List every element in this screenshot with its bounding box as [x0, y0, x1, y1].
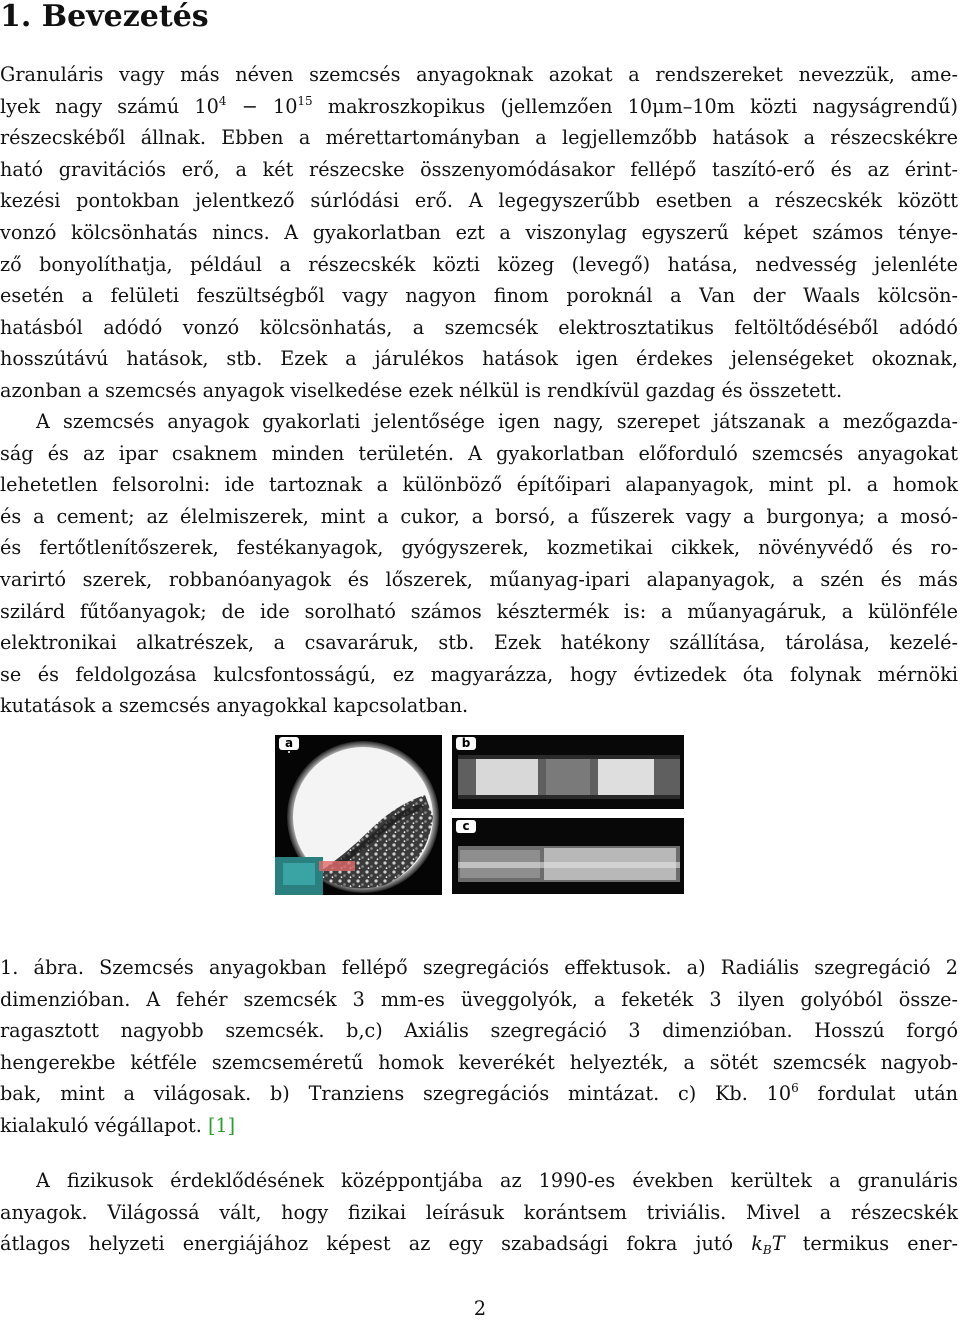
text-line: ző bonyolíthatja, például a részecskék közti közeg (levegő) hatása, nedvesség jelenléte [0, 252, 958, 276]
text-line: lyek nagy számú $10^4 - 10^{15}$ makroszkopikus (jellemzően 10μm–10m közti nagyságrendű) [0, 93, 958, 118]
text-line: átlagos helyzeti energiájához képest az egy szabadsági fokra jutó $k_BT$ termikus ener- [0, 1232, 959, 1258]
text-line: ság és az ipar csaknem minden területén. A gyakorlatban előforduló szemcsés anyagokat [0, 441, 958, 465]
text-line: lehetetlen felsorolni: ide tartoznak a különböző építőipari alapanyagok, mint pl. a homok [0, 473, 958, 497]
text-line: részecskéből állnak. Ebben a mérettartományban a legjellemzőbb hatások a részecskékre [0, 126, 958, 150]
text-line: elektronikai alkatrészek, a csavaráruk, stb. Ezek hatékony szállítása, tárolása, kezelé- [0, 631, 958, 655]
text-line: azonban a szemcsés anyagok viselkedése ezek nélkül is rendkívül gazdag és összetett. [0, 378, 843, 402]
section-heading [0, 0, 209, 34]
citation-link[interactable]: [1] [207, 1113, 236, 1137]
text-line: A fizikusok érdeklődésének középpontjába az 1990-es években kerültek a granuláris [36, 1169, 958, 1192]
physics-paragraph [0, 1165, 958, 1260]
radial-segregation-image [275, 735, 442, 895]
caption-line: ragasztott nagyobb szemcsék. b,c) Axiális szegregáció 3 dimenzióban. Hosszú forgó [0, 1019, 958, 1043]
text-line: se és feldolgozása kulcsfontosságú, ez magyarázza, hogy évtizedek óta folynak mérnöki [0, 662, 958, 686]
caption-line: 1. ábra. Szemcsés anyagokban fellépő szegregációs effektusok. a) Radiális szegregáció 2 [0, 956, 958, 979]
figure-caption [0, 952, 958, 1142]
page-number: 2 [473, 1297, 487, 1320]
text-line: és a cement; az élelmiszerek, mint a cukor, a borsó, a fűszerek vagy a burgonya; a mosó- [0, 504, 958, 528]
text-line: varirtó szerek, robbanóanyagok és lőszerek, műanyag-ipari alapanyagok, a szén és más [0, 567, 958, 591]
text-line: szilárd fűtőanyagok; de ide sorolható számos késztermék is: a műanyagáruk, a különféle [0, 599, 958, 623]
text-line: kutatások a szemcsés anyagokkal kapcsolatban. [0, 694, 469, 718]
caption-line: bak, mint a világosak. b) Tranziens szegregációs mintázat. c) Kb. $10^6$ fordulat után [0, 1081, 958, 1106]
transient-segregation-image [452, 735, 684, 809]
text-line: Granuláris vagy más néven szemcsés anyagoknak azokat a rendszereket nevezzük, ame- [0, 63, 958, 86]
applications-paragraph [0, 406, 958, 722]
text-line: vonzó kölcsönhatás nincs. A gyakorlatban ezt a viszonylag egyszerű képet számos ténye- [0, 220, 958, 244]
caption-line: dimenzióban. A fehér szemcsék 3 mm-es üveggolyók, a feketék 3 ilyen golyóból össze- [0, 987, 958, 1011]
text-line: és fertőtlenítőszerek, festékanyagok, gyógyszerek, kozmetikai cikkek, növényvédő és ro- [0, 536, 958, 560]
text-line: esetén a felületi feszültségből vagy nagyon finom poroknál a Van der Waals kölcsön- [0, 284, 958, 308]
text-line: anyagok. Világossá vált, hogy fizikai leírásuk korántsem triviális. Mivel a részecskék [0, 1200, 958, 1224]
text-line: hosszútávú hatások, stb. Ezek a járulékos hatások igen érdekes jelenségeket okoznak, [0, 347, 958, 371]
caption-line: hengerekbe kétféle szemcseméretű homok keverékét helyezték, a sötét szemcsék nagyob- [0, 1050, 958, 1074]
figure-panel-c [452, 818, 684, 894]
caption-line: kialakuló végállapot. [1] [0, 1113, 236, 1137]
text-line: ható gravitációs erő, a két részecske összenyomódásakor fellépő taszító-erő és az érint- [0, 157, 958, 181]
panel-label-a: a [279, 737, 299, 750]
text-line: A szemcsés anyagok gyakorlati jelentősége igen nagy, szerepet játszanak a mezőgazda- [36, 410, 958, 433]
text-line: hatásból adódó vonzó kölcsönhatás, a szemcsék elektrosztatikus feltöltődéséből adódó [0, 315, 958, 339]
figure-panel-a [275, 735, 442, 895]
figure-panel-b [452, 735, 684, 809]
intro-paragraph [0, 59, 958, 407]
panel-label-b: b [456, 737, 476, 750]
section-title: Bevezetés [41, 0, 209, 34]
section-number: 1. [0, 0, 32, 34]
panel-label-c: c [456, 820, 476, 833]
steady-state-segregation-image [452, 818, 684, 894]
text-line: kezési pontokban jelentkező súrlódási erő. A legegyszerűbb esetben a részecskék között [0, 189, 958, 213]
